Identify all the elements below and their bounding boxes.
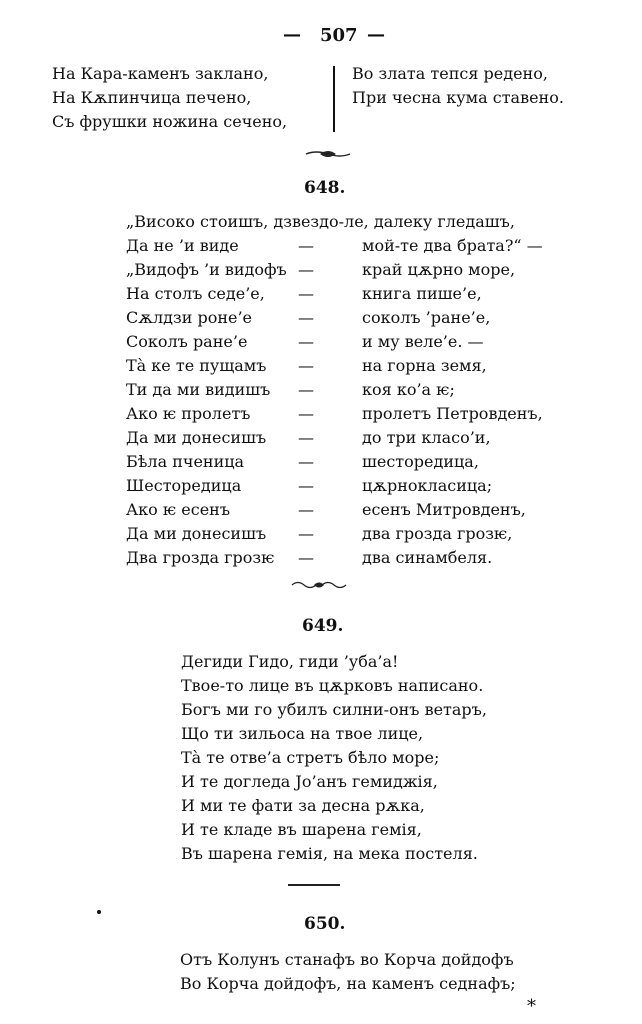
verse-line-right: есенъ Митровденъ,: [362, 500, 526, 519]
verse-line: И те кладе въ шарена гемія,: [181, 820, 422, 839]
dash-mark: —: [298, 332, 314, 351]
verse-line: Тà те отве’а стретъ бѣло море;: [181, 748, 440, 767]
dash-mark: —: [298, 524, 314, 543]
dash-mark: —: [298, 356, 314, 375]
verse-line: И ми те фати за десна рѫка,: [181, 796, 425, 815]
dash-mark: —: [298, 308, 314, 327]
ornament-divider: [290, 578, 348, 592]
verse-line: Що ти зильоса на твое лице,: [181, 724, 424, 743]
verse-first-line: „Високо стоишъ, дзвездо-ле, далеку гледашъ,: [126, 212, 515, 231]
dash-mark: —: [298, 476, 314, 495]
dash-mark: —: [298, 428, 314, 447]
footnote-mark: *: [527, 996, 536, 1017]
verse-line-left: Ти да ми видишъ: [126, 380, 271, 399]
verse-line: Богъ ми го убилъ силни-онъ ветаръ,: [181, 700, 487, 719]
poem-number: 648.: [304, 178, 346, 198]
ornament-divider: [304, 147, 352, 161]
page-number: 507: [320, 25, 358, 46]
horizontal-rule: [288, 884, 340, 886]
verse-line: При чесна кума ставено.: [352, 88, 564, 107]
verse-line-left: Соколъ ране’е: [126, 332, 248, 351]
verse-line: Твое-то лице въ цѫрковъ написано.: [181, 676, 484, 695]
dash-mark: —: [298, 380, 314, 399]
verse-line-left: На столъ седе’е,: [126, 284, 265, 303]
verse-line-right: два грозда грозѥ,: [362, 524, 513, 543]
verse-line-left: Ако ѥ есенъ: [126, 500, 231, 519]
verse-line-right: край цѫрно море,: [362, 260, 516, 279]
poem-number: 650.: [304, 914, 346, 934]
verse-line-right: шесторедица,: [362, 452, 479, 471]
verse-line-left: Сѫлдзи роне’е: [126, 308, 253, 327]
verse-line-right: мой-те два брата?“ —: [362, 236, 543, 255]
dash-mark: —: [298, 260, 314, 279]
dash-mark: —: [298, 500, 314, 519]
verse-line-left: Бѣла пченица: [126, 452, 245, 471]
verse-line: Въ шарена гемія, на мека постеля.: [181, 844, 478, 863]
verse-line-left: Да ми донесишъ: [126, 524, 267, 543]
verse-line-right: пролетъ Петровденъ,: [362, 404, 543, 423]
verse-line-left: Тà ке те пущамъ: [126, 356, 267, 375]
verse-line-left: Шесторедица: [126, 476, 242, 495]
verse-line-right: на горна земя,: [362, 356, 487, 375]
verse-line: И те догледа Јо’анъ гемиджія,: [181, 772, 438, 791]
ink-speck: [97, 910, 101, 914]
verse-line-left: Ако ѥ пролетъ: [126, 404, 251, 423]
page-number-dash-left: —: [283, 24, 301, 45]
page-number-dash-right: —: [367, 24, 385, 45]
verse-line-right: два синамбеля.: [362, 548, 493, 567]
verse-line: Во злата тепся редено,: [352, 64, 548, 83]
poem-number: 649.: [302, 616, 344, 636]
verse-line-right: соколъ ’ране’е,: [362, 308, 491, 327]
dash-mark: —: [298, 452, 314, 471]
verse-line: Съ фрушки ножина сечено,: [52, 112, 288, 131]
verse-line-right: до три класо’и,: [362, 428, 491, 447]
verse-line-right: коя ко’а ѥ;: [362, 380, 455, 399]
verse-line-left: „Видофъ ’и видофъ: [126, 260, 287, 279]
verse-line-left: Два грозда грозѥ: [126, 548, 275, 567]
verse-line: На Кара-каменъ заклано,: [52, 64, 269, 83]
verse-line: Отъ Колунъ станафъ во Корча дойдофъ: [180, 950, 514, 969]
column-divider: [333, 66, 335, 132]
dash-mark: —: [298, 404, 314, 423]
dash-mark: —: [298, 548, 314, 567]
verse-line: Во Корча дойдофъ, на каменъ седнафъ;: [180, 974, 516, 993]
verse-line-left: Да не ’и виде: [126, 236, 239, 255]
dash-mark: —: [298, 284, 314, 303]
verse-line: На Кѫпинчица печено,: [52, 88, 252, 107]
dash-mark: —: [298, 236, 314, 255]
verse-line-left: Да ми донесишъ: [126, 428, 267, 447]
verse-line-right: и му веле’е. —: [362, 332, 484, 351]
verse-line: Дегиди Гидо, гиди ’уба’а!: [181, 652, 399, 671]
verse-line-right: книга пише’е,: [362, 284, 482, 303]
verse-line-right: цѫрнокласица;: [362, 476, 493, 495]
